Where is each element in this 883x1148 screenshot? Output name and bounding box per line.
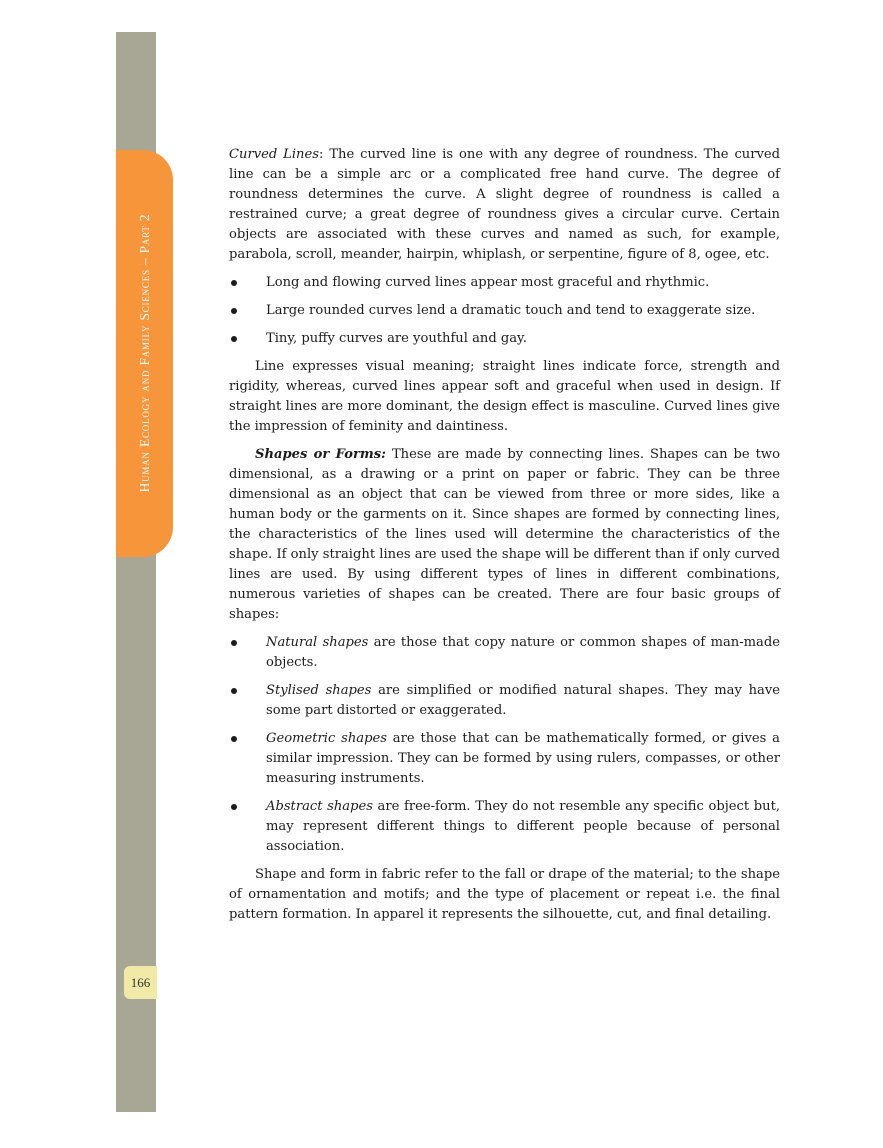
list-item: [229, 681, 780, 721]
curved-lines-paragraph: [229, 145, 780, 265]
shape-term: Abstract shapes: [266, 799, 373, 814]
shapes-term: Shapes or Forms:: [255, 447, 386, 462]
bullet-icon: [231, 736, 237, 742]
shape-text: are simplified or modified natural shapes. They may have some part distorted or exaggerated.: [266, 683, 780, 718]
shape-bullet-list: [229, 633, 780, 857]
list-item: [229, 729, 780, 789]
shapes-paragraph: [229, 445, 780, 625]
curved-lines-text: : The curved line is one with any degree of roundness. The curved line can be a simple arc or a complicated free hand curve. The degree of roundness determines the curve. A slight degree of roundness is called a restrained curve; a great degree of roundness gives a circular curve. Certain objects are associated with these curves and named as such, for example, parabola, scroll, meander, hairpin, whiplash, or serpentine, figure of 8, ogee, etc.: [229, 147, 780, 262]
list-item: [229, 797, 780, 857]
shape-text: are free-form. They do not resemble any specific object but, may represent different things to different people because of personal association.: [266, 799, 780, 854]
list-item: [229, 301, 780, 321]
page-content: [229, 145, 780, 933]
curve-bullet-list: [229, 273, 780, 349]
bullet-text: Tiny, puffy curves are youthful and gay.: [266, 331, 527, 346]
page-number: 166: [124, 966, 157, 999]
curved-lines-term: Curved Lines: [229, 147, 319, 162]
running-title: Human Ecology and Family Sciences – Part 2: [137, 213, 152, 493]
shape-text: are those that copy nature or common shapes of man-made objects.: [266, 635, 780, 670]
bullet-icon: [231, 280, 237, 286]
bullet-icon: [231, 688, 237, 694]
shapes-text: These are made by connecting lines. Shapes can be two dimensional, as a drawing or a print on paper or fabric. They can be three dimensional as an object that can be viewed from three or more sides, like a human body or the garments on it. Since shapes are formed by connecting lines, the characteristics of the lines used will determine the characteristics of the shape. If only straight lines are used the shape will be different than if only curved lines are used. By using different types of lines in different combinations, numerous varieties of shapes can be created. There are four basic groups of shapes:: [229, 447, 781, 622]
bullet-text: Long and flowing curved lines appear most graceful and rhythmic.: [266, 275, 710, 290]
list-item: [229, 273, 780, 293]
shape-term: Geometric shapes: [266, 731, 387, 746]
shape-term: Stylised shapes: [266, 683, 372, 698]
line-meaning-paragraph: Line expresses visual meaning; straight lines indicate force, strength and rigidity, whereas, curved lines appear soft and graceful when used in design. If straight lines are more dominant, the design effect is masculine. Curved lines give the impression of feminity and daintiness.: [229, 359, 780, 434]
list-item: [229, 633, 780, 673]
bullet-icon: [231, 804, 237, 810]
bullet-text: Large rounded curves lend a dramatic touch and tend to exaggerate size.: [266, 303, 756, 318]
bullet-icon: [231, 640, 237, 646]
shape-text: are those that can be mathematically formed, or gives a similar impression. They can be formed by using rulers, compasses, or other measuring instruments.: [266, 731, 780, 786]
bullet-icon: [231, 336, 237, 342]
shape-term: Natural shapes: [266, 635, 369, 650]
closing-paragraph: Shape and form in fabric refer to the fall or drape of the material; to the shape of ornamentation and motifs; and the type of placement or repeat i.e. the final pattern formation. In apparel it represents the silhouette, cut, and final detailing.: [229, 867, 780, 922]
list-item: [229, 329, 780, 349]
bullet-icon: [231, 308, 237, 314]
